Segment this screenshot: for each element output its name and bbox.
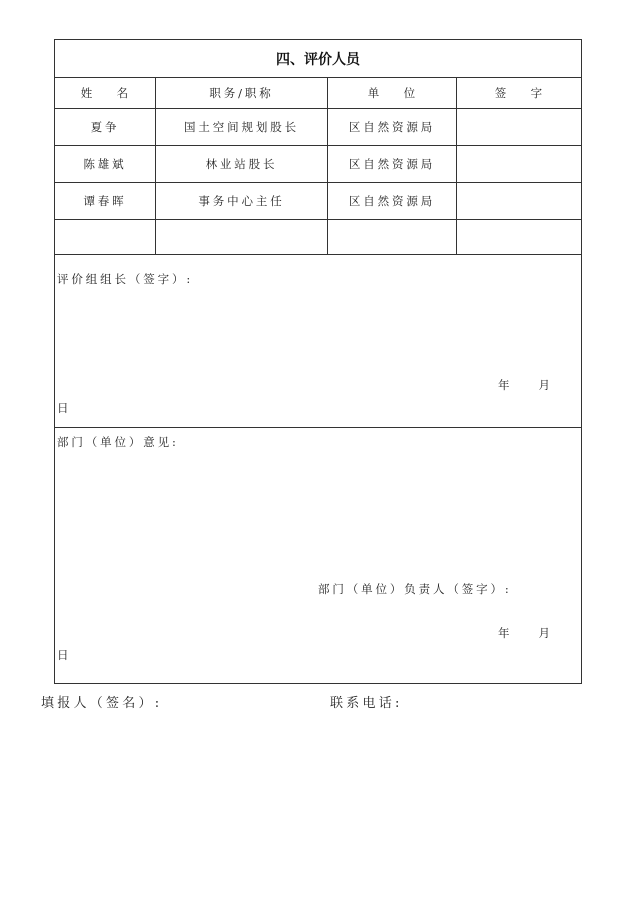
cell-unit[interactable] xyxy=(328,220,457,254)
filler-signature-label: 填报人（签名）: xyxy=(41,696,163,711)
cell-position: 林业站股长 xyxy=(156,146,328,182)
cell-signature[interactable] xyxy=(457,146,581,182)
table-row xyxy=(55,146,581,183)
section-title: 四、评价人员 xyxy=(276,51,360,68)
dept-year-month: 年 月 xyxy=(498,626,550,640)
header-position: 职务/职称 xyxy=(156,78,328,108)
cell-position[interactable] xyxy=(156,220,328,254)
table-row xyxy=(55,109,581,146)
evaluation-form xyxy=(54,39,582,684)
leader-signature-section xyxy=(55,255,581,428)
leader-signature-label: 评价组组长（签字）: xyxy=(57,272,194,286)
cell-position: 事务中心主任 xyxy=(156,183,328,219)
dept-opinion-section xyxy=(55,428,581,683)
cell-name: 谭春晖 xyxy=(55,183,156,219)
cell-signature[interactable] xyxy=(457,183,581,219)
cell-signature[interactable] xyxy=(457,109,581,145)
cell-name[interactable] xyxy=(55,220,156,254)
section-title-row xyxy=(55,40,581,78)
leader-day: 日 xyxy=(57,401,69,415)
cell-position: 国土空间规划股长 xyxy=(156,109,328,145)
header-name: 姓 名 xyxy=(55,78,156,108)
header-signature: 签 字 xyxy=(494,86,544,100)
contact-phone-label: 联系电话: xyxy=(330,696,403,711)
dept-opinion-label: 部门（单位）意见: xyxy=(57,435,179,449)
cell-unit: 区自然资源局 xyxy=(328,109,457,145)
table-row xyxy=(55,183,581,220)
cell-name: 陈雄斌 xyxy=(55,146,156,182)
dept-head-signature-label: 部门（单位）负责人（签字）: xyxy=(318,582,512,596)
cell-unit: 区自然资源局 xyxy=(328,146,457,182)
leader-year-month: 年 月 xyxy=(498,378,550,392)
header-unit: 单 位 xyxy=(328,78,457,108)
table-row-empty xyxy=(55,220,581,255)
cell-unit: 区自然资源局 xyxy=(328,183,457,219)
cell-signature[interactable] xyxy=(457,220,581,254)
cell-name: 夏争 xyxy=(55,109,156,145)
dept-day: 日 xyxy=(57,648,69,662)
table-header-row xyxy=(55,78,581,109)
